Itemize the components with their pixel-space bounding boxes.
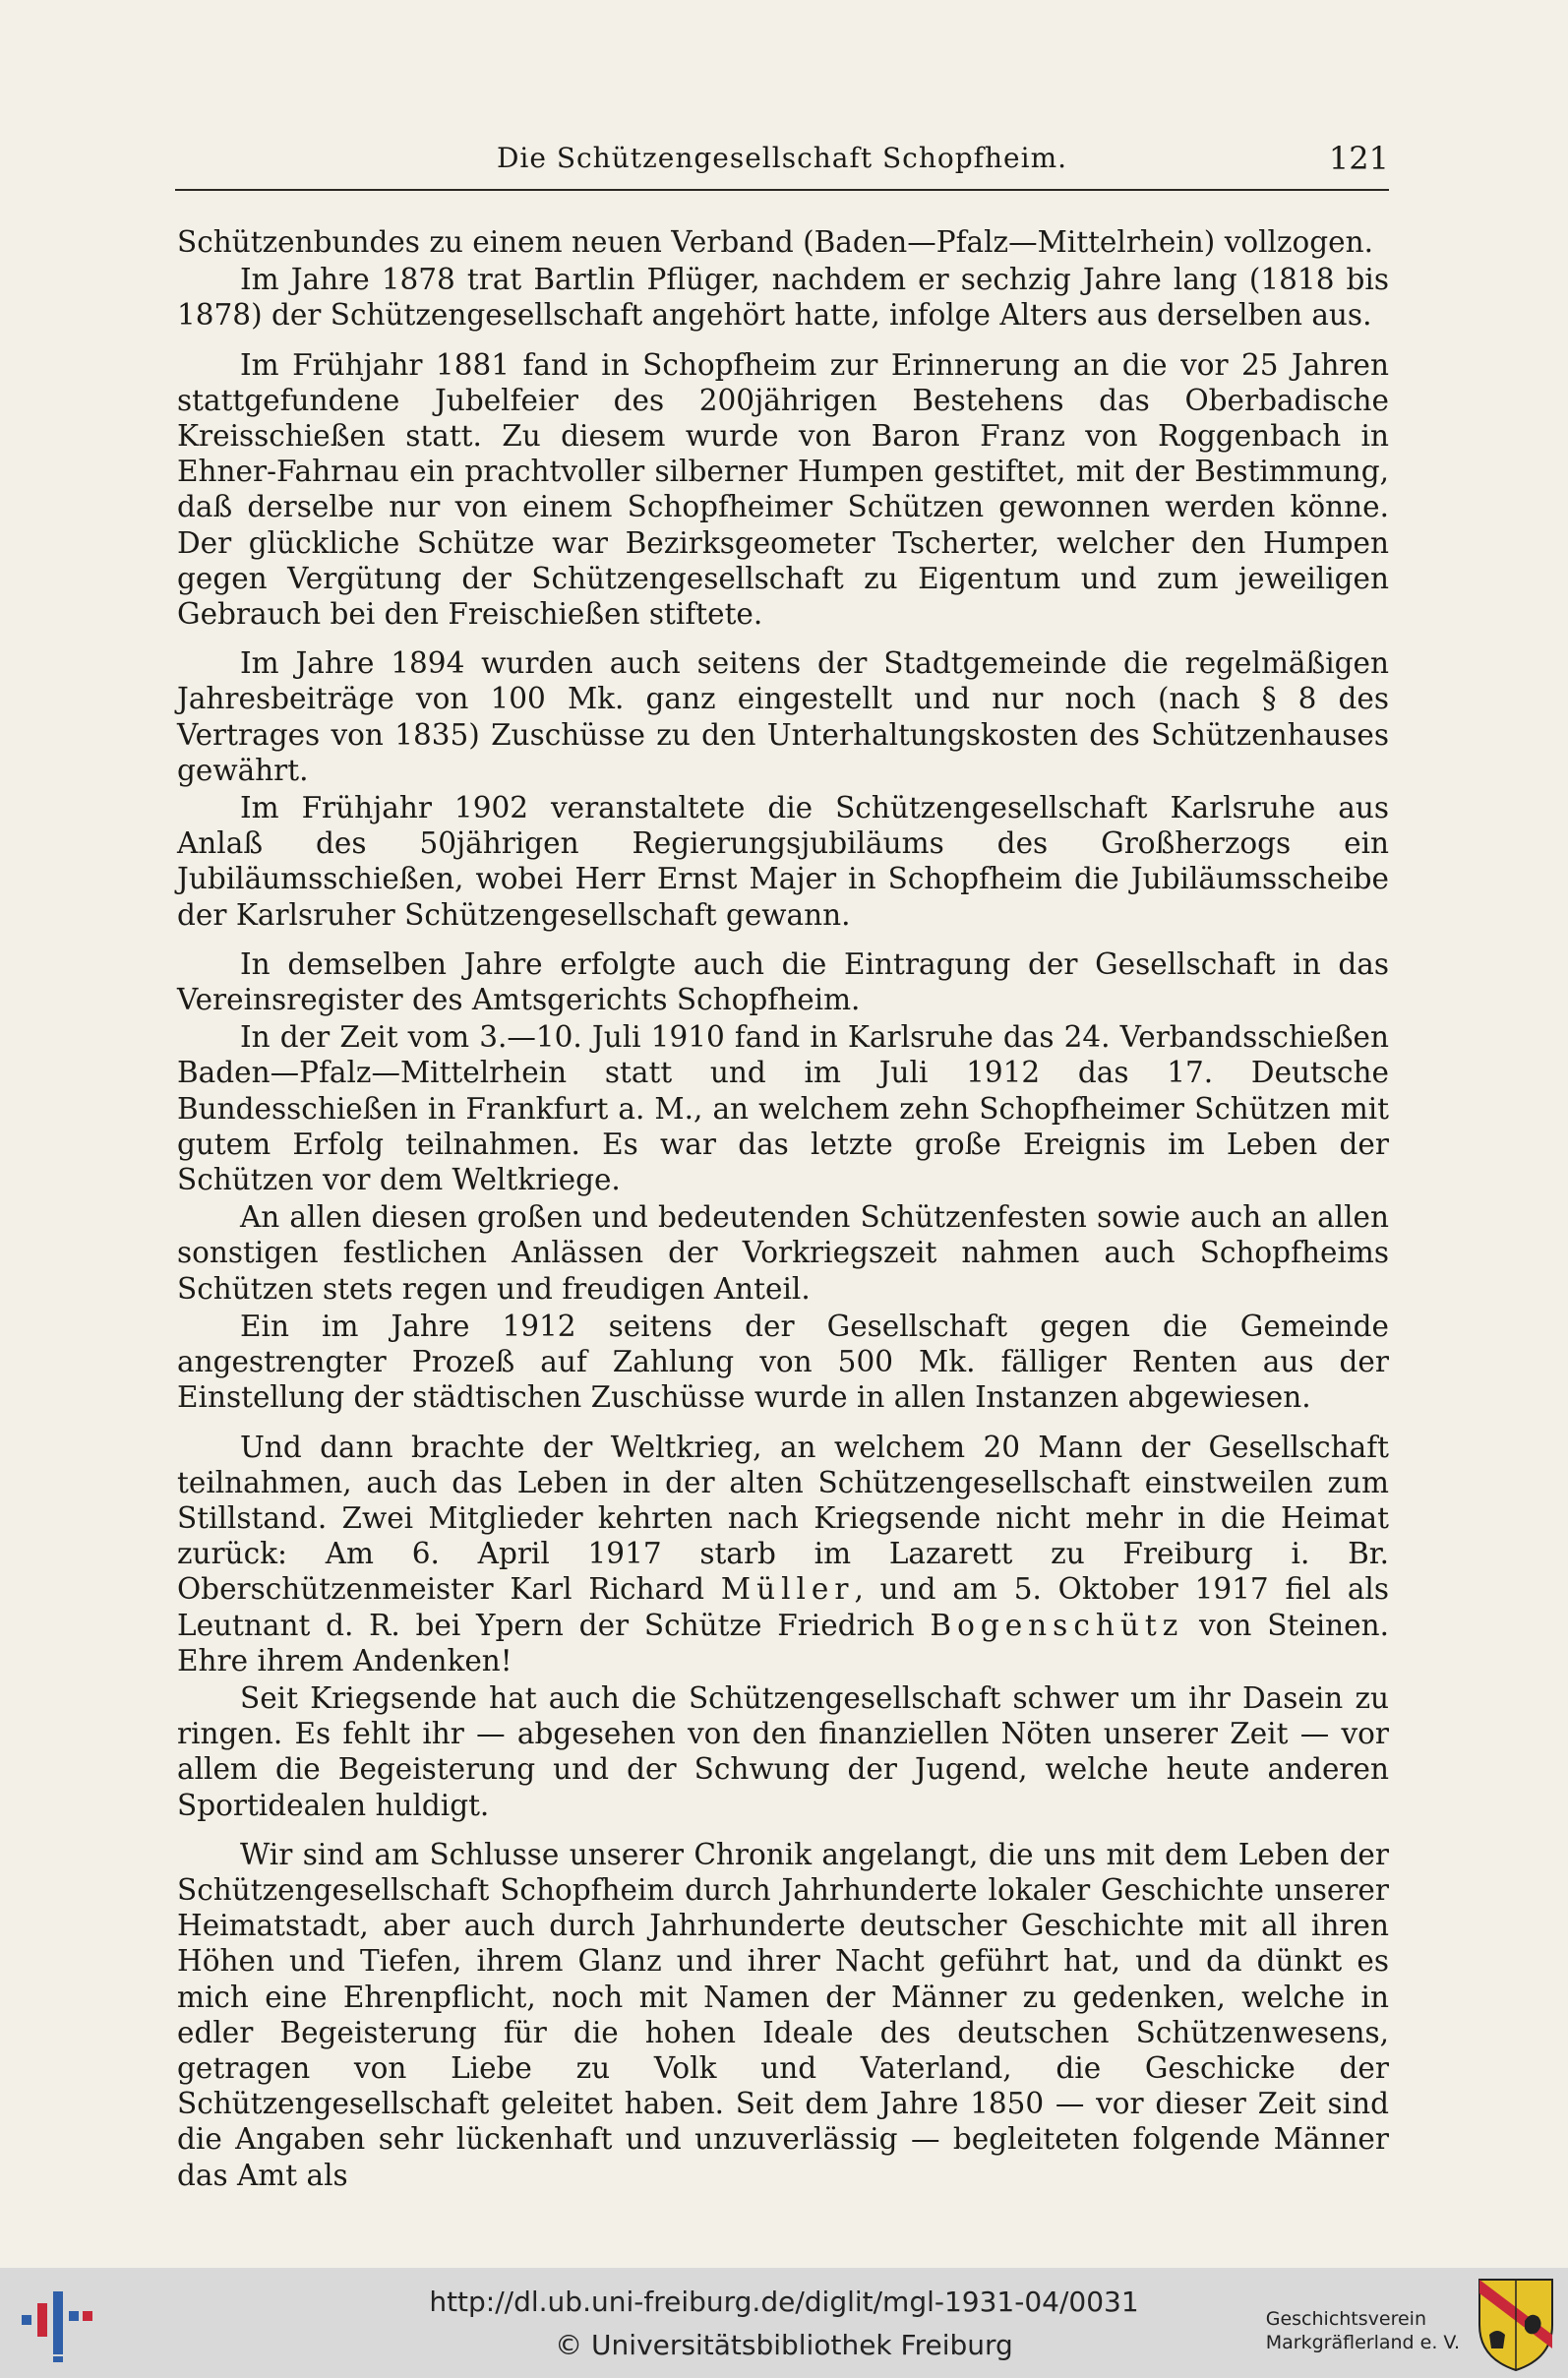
body-text [177,224,1389,2195]
paragraph: Im Jahre 1894 wurden auch seitens der Stadtgemeinde die regelmäßigen Jahresbeiträge von 100 Mk. ganz eingestellt und nur noch (nach § 8 des Vertrages von 1835) Zuschüsse zu den Unterhaltungskosten des Schützenhauses gewährt. [177,646,1389,787]
paragraph: In demselben Jahre erfolgte auch die Eintragung der Gesellschaft in das Vereinsregister des Amtsgerichts Schopfheim. [177,946,1389,1017]
copyright-text: © Universitätsbibliothek Freiburg [555,2329,1013,2361]
paragraph: Wir sind am Schlusse unserer Chronik angelangt, die uns mit dem Leben der Schützengesellschaft Schopfheim durch Jahrhunderte lokaler Geschichte unserer Heimatstadt, aber auch durch Jahrhunderte deutscher Geschichte mit all ihren Höhen und Tiefen, ihrem Glanz und ihrer Nacht geführt hat, und da dünkt es mich eine Ehrenpflicht, noch mit Namen der Männer zu gedenken, welche in edler Begeisterung für die hohen Ideale des deutschen Schützenwesens, getragen von Liebe zu Volk und Vaterland, die Geschicke der Schützengesellschaft geleitet haben. Seit dem Jahre 1850 — vor dieser Zeit sind die Angaben sehr lückenhaft und unzuverlässig — begleiteten folgende Männer das Amt als [177,1837,1389,2192]
paragraph: In der Zeit vom 3.—10. Juli 1910 fand in Karlsruhe das 24. Verbandsschießen Baden—Pfalz—Mittelrhein statt und im Juli 1912 das 17. Deutsche Bundesschießen in Frankfurt a. M., an welchem zehn Schopfheimer Schützen mit gutem Erfolg teilnahmen. Es war das letzte große Ereignis im Leben der Schützen vor dem Weltkriege. [177,1020,1389,1197]
paragraph-text: Und dann brachte der Weltkrieg, an welchem 20 Mann der Gesellschaft teilnahmen, auch das Leben in der alten Schützengesellschaft einstweilen zum Stillstand. Zwei Mitglieder kehrten nach Kriegsende nicht mehr in die Heimat zurück: Am 6. April 1917 starb im Lazarett zu Freiburg i. Br. Oberschützenmeister Karl Richard [177,1430,1389,1607]
spaced-name-mueller: Müller [720,1572,855,1607]
coat-of-arms-icon [1476,2276,1556,2372]
footer-bar [0,2268,1568,2378]
paragraph: Seit Kriegsende hat auch die Schützengesellschaft schwer um ihr Dasein zu ringen. Es fehlt ihr — abgesehen von den finanziellen Nöten unserer Zeit — vor allem die Begeisterung und der Schwung der Jugend, welche heute anderen Sportidealen huldigt. [177,1680,1389,1822]
page-number: 121 [1328,140,1389,177]
society-line-2: Markgräflerland e. V. [1265,2332,1460,2353]
paragraph: Ein im Jahre 1912 seitens der Gesellschaft gegen die Gemeinde angestrengter Prozeß auf Zahlung von 500 Mk. fälliger Renten aus der Einstellung der städtischen Zuschüsse wurde in allen Instanzen abgewiesen. [177,1309,1389,1415]
running-head: Die Schützengesellschaft Schopfheim. [496,142,1068,174]
paragraph: Schützenbundes zu einem neuen Verband (Baden—Pfalz—Mittelrhein) vollzogen. [177,225,1374,259]
paragraph: Im Frühjahr 1881 fand in Schopfheim zur Erinnerung an die vor 25 Jahren stattgefundene Jubelfeier des 200jährigen Bestehens das Oberbadische Kreisschießen statt. Zu diesem wurde von Baron Franz von Roggenbach in Ehner-Fahrnau ein prachtvoller silberner Humpen gestiftet, mit der Bestimmung, daß derselbe nur von einem Schopfheimer Schützen gewonnen werden könne. Der glückliche Schütze war Bezirksgeometer Tscherter, welcher den Humpen gegen Vergütung der Schützengesellschaft zu Eigentum und zum jeweiligen Gebrauch bei den Freischießen stiftete. [177,347,1389,632]
paragraph: Im Frühjahr 1902 veranstaltete die Schützengesellschaft Karlsruhe aus Anlaß des 50jährigen Regierungsjubiläums des Großherzogs ein Jubiläumsschießen, wobei Herr Ernst Majer in Schopfheim die Jubiläumsscheibe der Karlsruher Schützengesellschaft gewann. [177,791,1389,932]
paragraph-text: von Steinen. Ehre ihrem Andenken! [177,1608,1389,1677]
paragraph [177,1430,1389,1678]
permalink-link[interactable]: http://dl.ub.uni-freiburg.de/diglit/mgl-1931-04/0031 [429,2286,1139,2318]
paragraph: Im Jahre 1878 trat Bartlin Pflüger, nachdem er sechzig Jahre lang (1818 bis 1878) der Schützengesellschaft angehört hatte, infolge Alters aus derselben aus. [177,263,1389,333]
page-header [175,136,1389,191]
spaced-name-bogenschuetz: Bogenschütz [930,1608,1184,1642]
society-line-1: Geschichtsverein [1265,2308,1426,2330]
paragraph-text: , und am 5. Oktober 1917 fiel als Leutnant d. R. bei Ypern der Schütze Friedrich [177,1572,1389,1642]
paragraph: An allen diesen großen und bedeutenden Schützenfesten sowie auch an allen sonstigen festlichen Anlässen der Vorkriegszeit nahmen auch Schopfheims Schützen stets regen und freudigen Anteil. [177,1200,1389,1306]
society-name [1266,2307,1460,2354]
